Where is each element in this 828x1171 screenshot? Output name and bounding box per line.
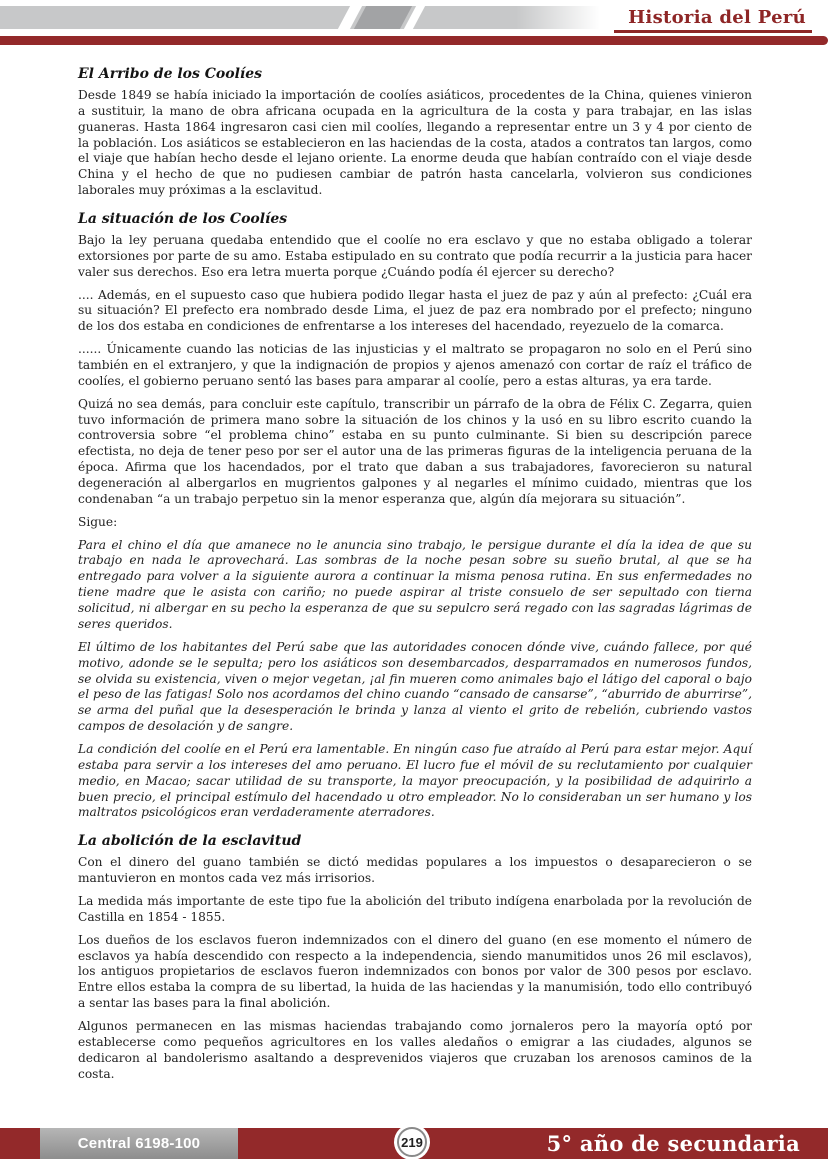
- document-body: [78, 66, 752, 1089]
- paragraph: ...... Únicamente cuando las noticias de las injusticias y el maltrato se propagaron no solo en el Perú sino también en el extranjero, y que la indignación de propios y ajenos amenazó con cortar de raíz el tráfico de coolíes, el gobierno peruano sentó las bases para amparar al coolíe, pero a estas alturas, ya era tarde.: [78, 342, 752, 388]
- title-underline: [614, 30, 812, 33]
- quote-paragraph: El último de los habitantes del Perú sabe que las autoridades conocen dónde vive, cuándo fallece, por qué motivo, adonde se le sepulta; pero los asiáticos son desembarcados, desparramados en numerosos fundos, se olvida su existencia, viven o mejor vegetan, ¡al fin mueren como animales bajo el látigo del caporal o bajo el peso de las fatigas! Solo nos acordamos del chino cuando “cansado de cansarse”, “aburrido de aburrirse”, se arma del puñal que la desesperación le brinda y lanza al viento el grito de rebelión, cubriendo vastos campos de desolación y de sangre.: [78, 639, 752, 734]
- paragraph: .... Además, en el supuesto caso que hubiera podido llegar hasta el juez de paz y aún al prefecto: ¿Cuál era su situación? El prefecto era nombrado desde Lima, el juez de paz era nombrado por el prefecto; ninguno de los dos estaba en condiciones de enfrentarse a los intereses del hacendado, reyezuelo de la comarca.: [78, 287, 752, 334]
- header-chevron: [354, 6, 412, 29]
- header-rule: [0, 36, 828, 45]
- footer-phone: Central 6198-100: [40, 1128, 238, 1159]
- quote-paragraph: Para el chino el día que amanece no le anuncia sino trabajo, le persigue durante el día la idea de que su trabajo en nada le aprovechará. Las sombras de la noche pesan sobre su sueño brutal, al que se ha entregado para volver a la siguiente aurora a continuar la misma penosa rutina. En sus enfermedades no tiene madre que le asista con cariño; no puede aspirar al triste consuelo de ser sepultado con tierna solicitud, ni albergar en su pecho la esperanza de que su sepulcro será regado con las sagradas lágrimas de seres queridos.: [78, 537, 752, 631]
- paragraph: Bajo la ley peruana quedaba entendido que el coolíe no era esclavo y que no estaba obligado a tolerar extorsiones por parte de su amo. Estaba estipulado en su contrato que podía recurrir a la justicia para hacer valer sus derechos. Eso era letra muerta porque ¿Cuándo podía él ejercer su derecho?: [78, 233, 752, 279]
- paragraph: La medida más importante de este tipo fue la abolición del tributo indígena enarbolada por la revolución de Castilla en 1854 - 1855.: [78, 893, 752, 924]
- paragraph: Algunos permanecen en las mismas haciendas trabajando como jornaleros pero la mayoría optó por establecerse como pequeños agricultores en los valles aledaños o emigrar a las ciudades, algunos se dedicaron al bandolerismo asaltando a desprevenidos viajeros que cruzaban los arenosos caminos de la costa.: [78, 1018, 752, 1081]
- paragraph-sigue: Sigue:: [78, 514, 118, 529]
- paragraph: Los dueños de los esclavos fueron indemnizados con el dinero del guano (en ese momento el número de esclavos ya había descendido con respecto a la independencia, siendo manumitidos unos 26 mil esclavos), los antiguos propietarios de esclavos fueron indemnizados con bonos por valor de 300 pesos por esclavo. Entre ellos estaba la compra de su libertad, la huida de las haciendas y la manumisión, todo ello contribuyó a sentar las bases para la final abolición.: [78, 932, 752, 1011]
- footer-grade: 5° año de secundaria: [546, 1131, 800, 1156]
- quote-paragraph: La condición del coolíe en el Perú era lamentable. En ningún caso fue atraído al Perú para estar mejor. Aquí estaba para servir a los intereses del amo peruano. El lucro fue el móvil de su reclutamiento por cualquier medio, en Macao; sacar utilidad de su transporte, la mayor preocupación, y la posibilidad de adquirirlo a buen precio, el principal estímulo del hacendado u otro empleador. No lo consideraban un ser humano y los maltratos psicológicos eran verdaderamente aterradores.: [78, 741, 752, 820]
- page-number-badge: 219: [397, 1127, 427, 1157]
- section-heading-situacion-coolies: La situación de los Coolíes: [78, 211, 288, 228]
- paragraph: Desde 1849 se había iniciado la importación de coolíes asiáticos, procedentes de la China, quienes vinieron a sustituir, la mano de obra africana ocupada en la agricultura de la costa y para trabajar, en las islas guaneras. Hasta 1864 ingresaron casi cien mil coolíes, llegando a representar entre un 3 y 4 por ciento de la población. Los asiáticos se establecieron en las haciendas de la costa, atados a contratos tan largos, como el viaje que habían hecho desde el lejano oriente. La enorme deuda que habían contraído con el viaje desde China y el hecho de que no pudiesen cambiar de patrón hasta cancelarla, volvieron sus condiciones laborales muy próximas a la esclavitud.: [78, 88, 752, 198]
- section-heading-arribo-coolies: El Arribo de los Coolíes: [78, 66, 263, 82]
- paragraph: Con el dinero del guano también se dictó medidas populares a los impuestos o desaparecieron o se mantuvieron en montos cada vez más irrisorios.: [78, 855, 752, 886]
- section-heading-abolicion-esclavitud: La abolición de la esclavitud: [78, 833, 302, 850]
- page-title: Historia del Perú: [628, 7, 806, 28]
- paragraph: Quizá no sea demás, para concluir este capítulo, transcribir un párrafo de la obra de Félix C. Zegarra, quien tuvo información de primera mano sobre la situación de los chinos y la usó en su libro escrito cuando la controversia sobre “el problema chino” estaba en su punto culminante. Si bien su descripción parece efectista, no deja de tener peso por ser el autor una de las primeras figuras de la inteligencia peruana de la época. Afirma que los hacendados, por el trato que daban a sus trabajadores, favorecieron su natural degeneración al albergarlos en mugrientos galpones y al negarles el mínimo cuidado, mientras que los condenaban “a un trabajo perpetuo sin la menor esperanza que, algún día mejorara su situación”.: [78, 396, 752, 506]
- header-gray-band: [0, 6, 600, 29]
